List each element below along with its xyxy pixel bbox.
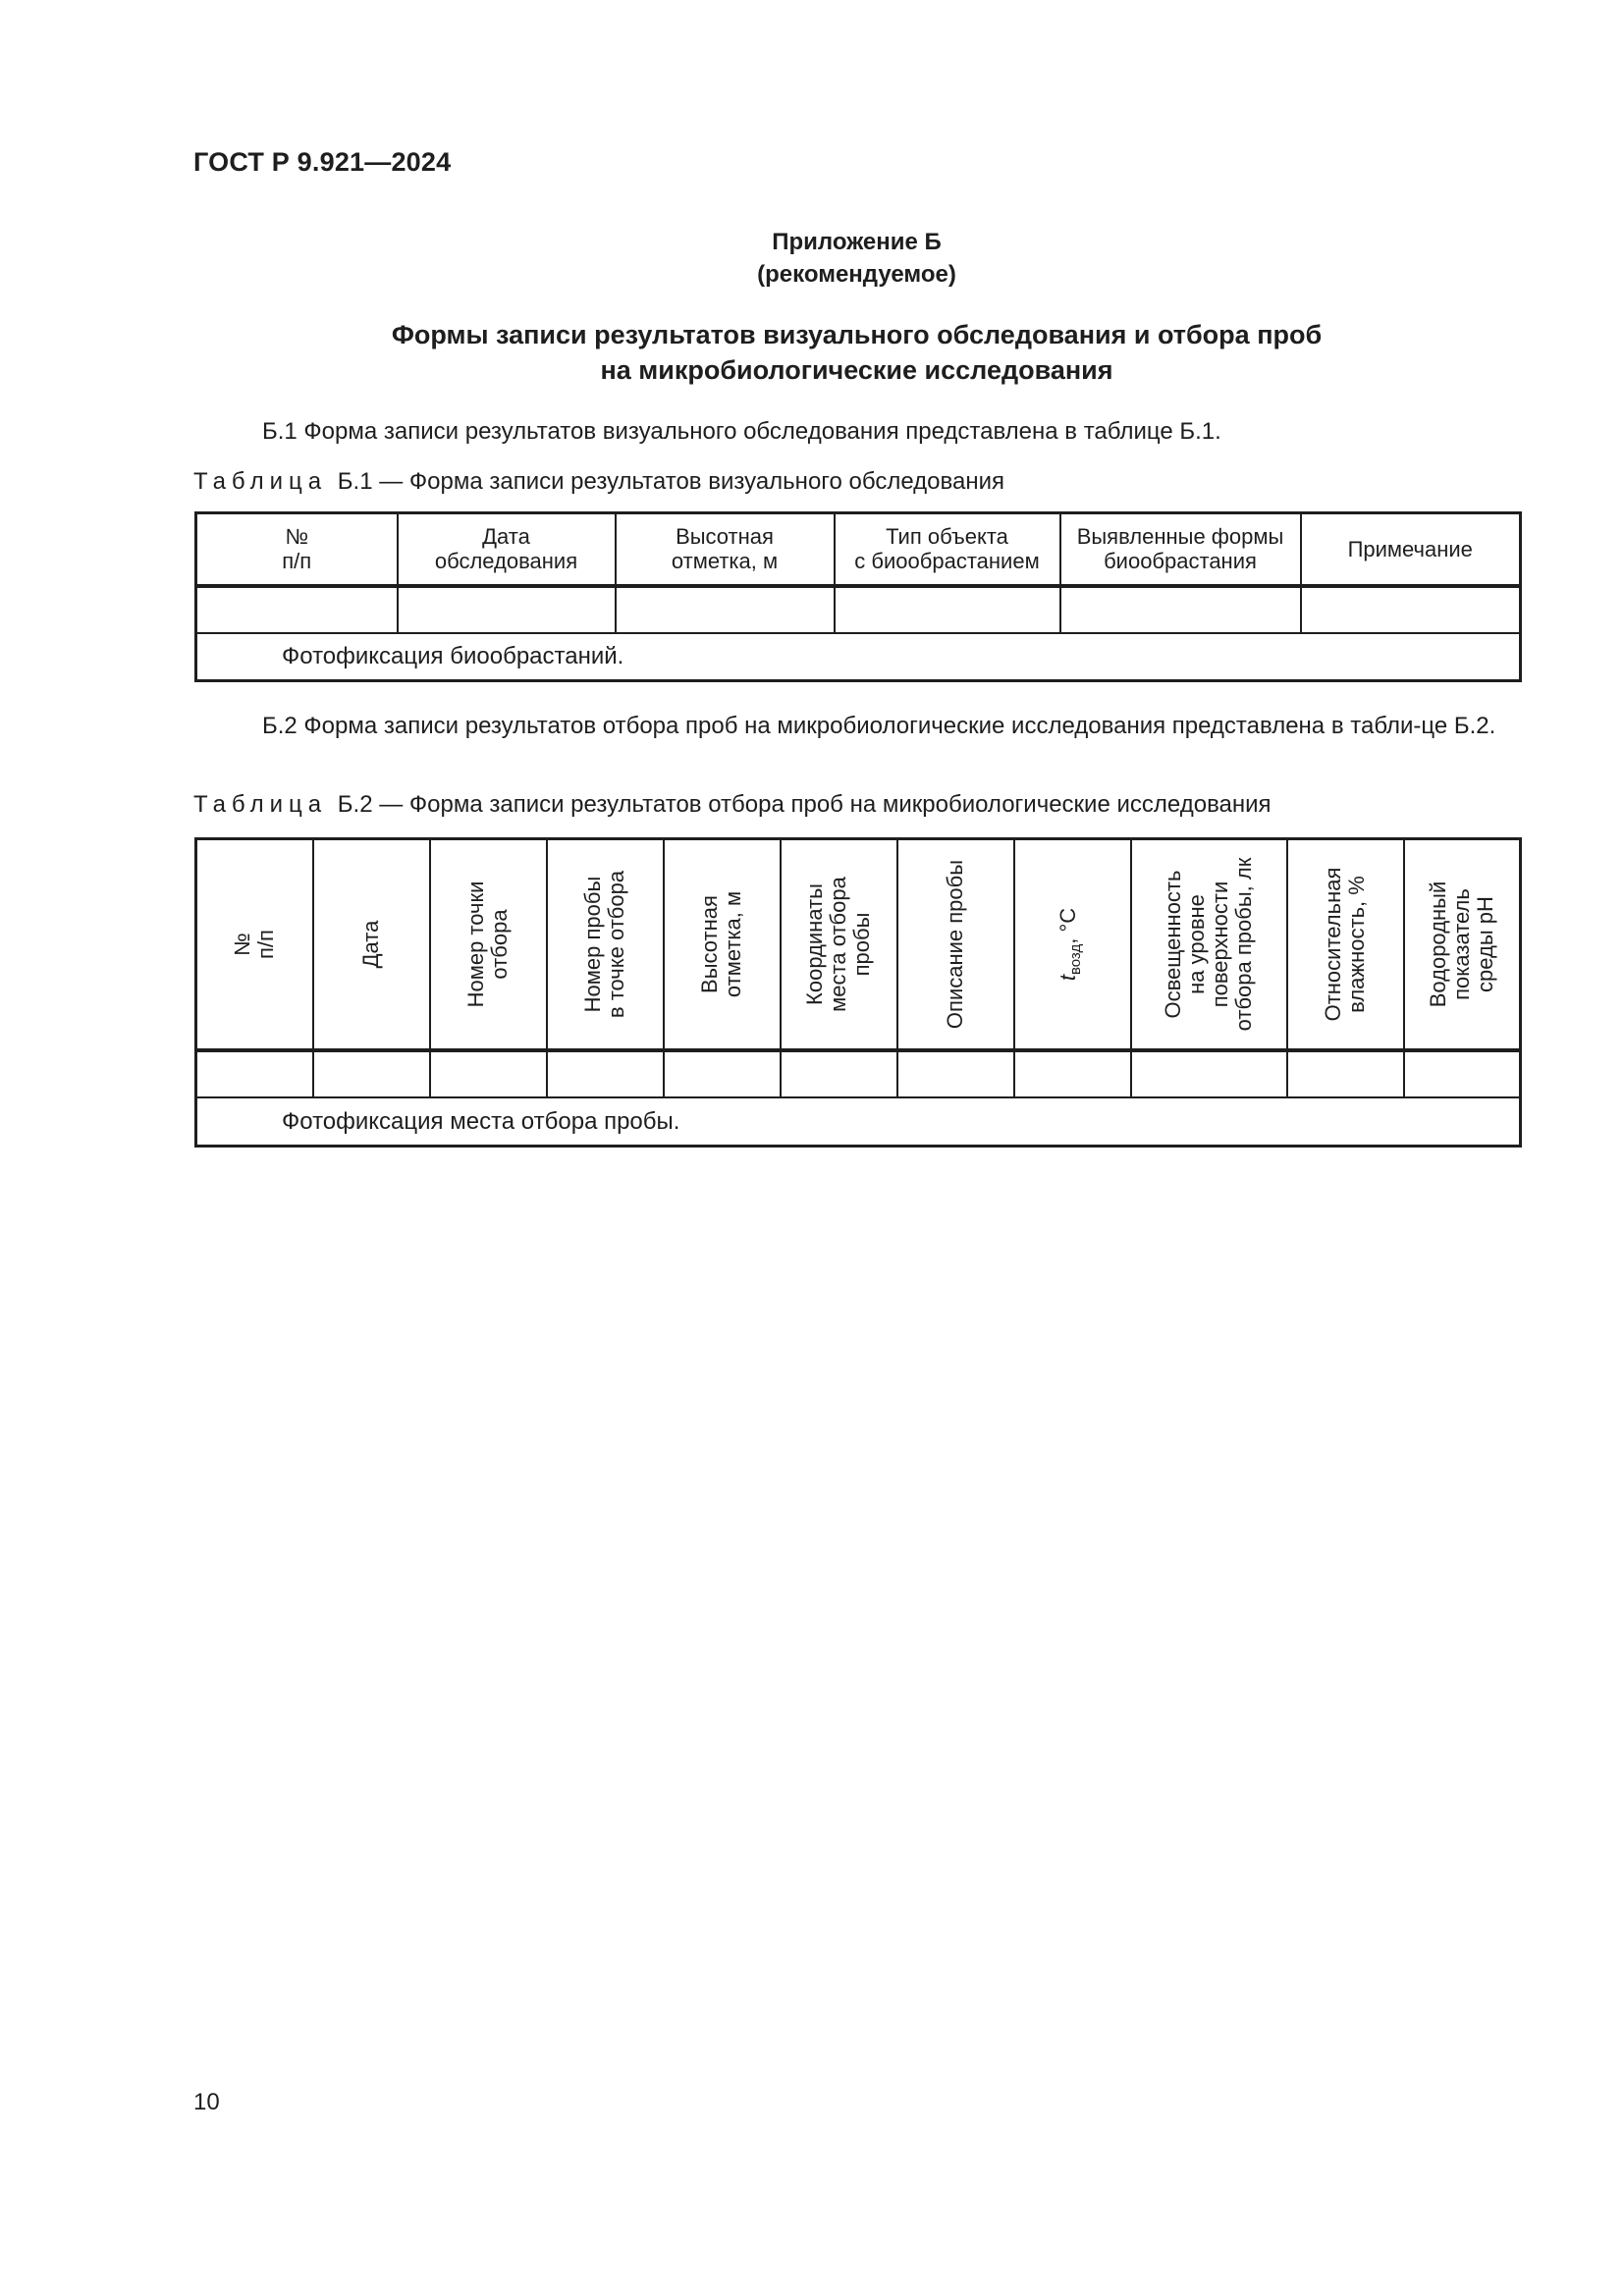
table-b1	[194, 511, 1522, 682]
caption-prefix: Таблица	[193, 468, 328, 495]
empty-cell[interactable]	[430, 1050, 547, 1097]
header-cell: Номер точки отбора	[430, 839, 547, 1051]
empty-cell[interactable]	[1287, 1050, 1404, 1097]
empty-cell[interactable]	[781, 1050, 897, 1097]
empty-cell[interactable]	[1060, 586, 1301, 633]
header-cell: Тип объекта с биообрастанием	[835, 513, 1060, 586]
table-b2-note: Фотофиксация места отбора пробы.	[196, 1097, 1521, 1146]
table-b1-note: Фотофиксация биообрастаний.	[196, 633, 1521, 681]
header-cell: Освещенность на уровне поверхности отбора пробы, лк	[1131, 839, 1287, 1051]
empty-cell[interactable]	[616, 586, 835, 633]
header-cell: № п/п	[196, 513, 398, 586]
header-cell: Высотная отметка, м	[616, 513, 835, 586]
header-cell-temperature	[1014, 839, 1131, 1051]
table-b1-caption	[193, 468, 1004, 496]
header-cell: Описание пробы	[897, 839, 1014, 1051]
empty-cell[interactable]	[196, 1050, 313, 1097]
empty-cell[interactable]	[1404, 1050, 1521, 1097]
appendix-label: Приложение Б	[772, 229, 942, 255]
table-b2-note-row	[196, 1097, 1521, 1146]
caption-text: Б.2 — Форма записи результатов отбора проб на микробиологические исследования	[337, 791, 1272, 818]
appendix-heading	[0, 317, 1624, 388]
empty-cell[interactable]	[1014, 1050, 1131, 1097]
temp-subscript: возд	[1067, 943, 1084, 976]
paragraph-b2: Б.2 Форма записи результатов отбора проб на микробиологические исследования представлена в табли-це Б.2.	[262, 713, 1496, 739]
header-cell: Номер пробы в точке отбора	[547, 839, 664, 1051]
table-b1-note-row	[196, 633, 1521, 681]
temp-symbol: t	[1056, 975, 1080, 982]
empty-cell[interactable]	[547, 1050, 664, 1097]
header-cell: Выявленные формы биообрастания	[1060, 513, 1301, 586]
header-cell: Дата обследования	[398, 513, 616, 586]
table-b1-empty-row	[196, 586, 1521, 633]
table-b2-caption	[193, 791, 1272, 819]
temp-unit: , °C	[1056, 907, 1080, 944]
table-b2-header-row	[196, 839, 1521, 1051]
appendix-title	[0, 226, 1624, 291]
caption-prefix: Таблица	[193, 791, 328, 818]
header-cell: № п/п	[196, 839, 313, 1051]
header-cell: Примечание	[1301, 513, 1521, 586]
header-cell: Дата	[313, 839, 430, 1051]
heading-line-1: Формы записи результатов визуального обследования и отбора проб	[391, 320, 1323, 349]
empty-cell[interactable]	[1131, 1050, 1287, 1097]
caption-text: Б.1 — Форма записи результатов визуального обследования	[337, 468, 1005, 495]
header-cell: Относительная влажность, %	[1287, 839, 1404, 1051]
document-id: ГОСТ Р 9.921—2024	[193, 147, 452, 177]
empty-cell[interactable]	[664, 1050, 781, 1097]
empty-cell[interactable]	[1301, 586, 1521, 633]
appendix-status: (рекомендуемое)	[757, 261, 956, 288]
empty-cell[interactable]	[313, 1050, 430, 1097]
paragraph-b1: Б.1 Форма записи результатов визуального обследования представлена в таблице Б.1.	[262, 418, 1221, 445]
empty-cell[interactable]	[196, 586, 398, 633]
empty-cell[interactable]	[835, 586, 1060, 633]
header-cell: Водородный показатель среды pH	[1404, 839, 1521, 1051]
header-cell: Координаты места отбора пробы	[781, 839, 897, 1051]
table-b2-empty-row	[196, 1050, 1521, 1097]
heading-line-2: на микробиологические исследования	[600, 355, 1113, 385]
empty-cell[interactable]	[398, 586, 616, 633]
page-number: 10	[193, 2089, 220, 2115]
header-cell: Высотная отметка, м	[664, 839, 781, 1051]
empty-cell[interactable]	[897, 1050, 1014, 1097]
table-b1-header-row	[196, 513, 1521, 586]
table-b2	[194, 837, 1522, 1148]
